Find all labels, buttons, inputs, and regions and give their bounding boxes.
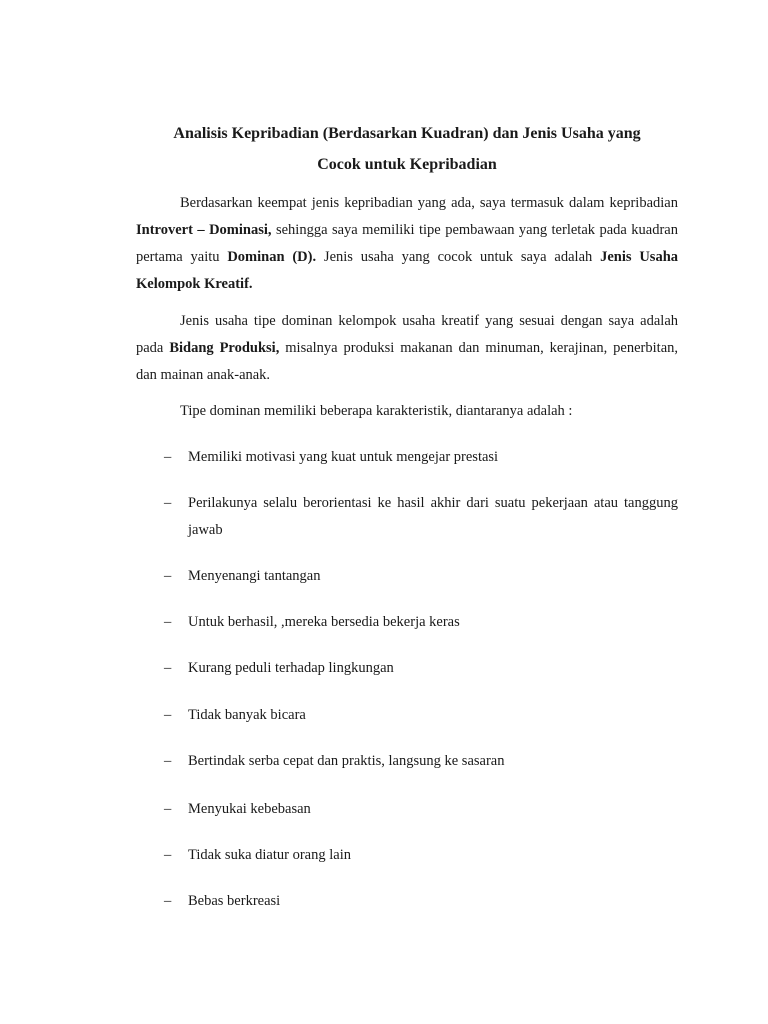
- list-item: [136, 796, 678, 823]
- list-item-text: Tidak suka diatur orang lain: [188, 847, 351, 863]
- list-item: [136, 609, 678, 636]
- dash-bullet: –: [164, 847, 172, 863]
- list-item: [136, 842, 678, 869]
- list-item-text: Untuk berhasil, ,mereka bersedia bekerja keras: [188, 614, 460, 630]
- bold-text: Dominan (D).: [227, 249, 317, 265]
- list-item: [136, 888, 678, 915]
- list-item-text: Bertindak serba cepat dan praktis, langsung ke sasaran: [188, 753, 505, 769]
- dash-bullet: –: [164, 753, 172, 769]
- list-item-text: Tidak banyak bicara: [188, 707, 306, 723]
- list-item-text: Bebas berkreasi: [188, 893, 281, 909]
- dash-bullet: –: [164, 893, 172, 909]
- paragraph-business-type: [136, 308, 678, 389]
- dash-bullet: –: [164, 449, 172, 465]
- paragraph-text: Tipe dominan memiliki beberapa karakteristik, diantaranya adalah :: [180, 403, 573, 419]
- list-item-text: Menyukai kebebasan: [188, 801, 311, 817]
- bold-text: Bidang Produksi,: [169, 340, 280, 356]
- paragraph-text: Jenis usaha tipe dominan kelompok usaha kreatif yang sesuai dengan saya adalah pada: [136, 313, 678, 356]
- paragraph-text: Jenis usaha yang cocok untuk saya adalah: [316, 249, 601, 265]
- list-item-text: Menyenangi tantangan: [188, 568, 321, 584]
- dash-bullet: –: [164, 568, 172, 584]
- paragraph-personality: [136, 190, 678, 298]
- dash-bullet: –: [164, 707, 172, 723]
- document-title: [136, 118, 678, 180]
- list-item: [136, 490, 678, 544]
- paragraph-characteristics-intro: [136, 398, 678, 425]
- dash-bullet: –: [164, 495, 172, 511]
- list-item: [136, 748, 678, 775]
- paragraph-text: Berdasarkan keempat jenis kepribadian yang ada, saya termasuk dalam kepribadian: [180, 195, 678, 211]
- bold-text: Jenis Usaha Kelompok Kreatif.: [136, 249, 679, 292]
- list-item-text: Memiliki motivasi yang kuat untuk mengejar prestasi: [188, 449, 499, 465]
- title-line-1: Analisis Kepribadian (Berdasarkan Kuadran) dan Jenis Usaha yang: [173, 125, 641, 142]
- list-item: [136, 444, 678, 471]
- bold-text: Introvert – Dominasi,: [136, 222, 272, 238]
- title-line-2: Cocok untuk Kepribadian: [317, 156, 497, 173]
- dash-bullet: –: [164, 801, 172, 817]
- list-item-text: Perilakunya selalu berorientasi ke hasil akhir dari suatu pekerjaan atau tanggung jawab: [188, 495, 678, 538]
- list-item: [136, 655, 678, 682]
- paragraph-text: sehingga saya memiliki tipe pembawaan yang terletak pada kuadran pertama yaitu: [136, 222, 678, 265]
- dash-bullet: –: [164, 660, 172, 676]
- list-item: [136, 702, 678, 729]
- list-item-text: Kurang peduli terhadap lingkungan: [188, 660, 394, 676]
- paragraph-text: misalnya produksi makanan dan minuman, kerajinan, penerbitan, dan mainan anak-anak.: [136, 340, 679, 383]
- dash-bullet: –: [164, 614, 172, 630]
- list-item: [136, 563, 678, 590]
